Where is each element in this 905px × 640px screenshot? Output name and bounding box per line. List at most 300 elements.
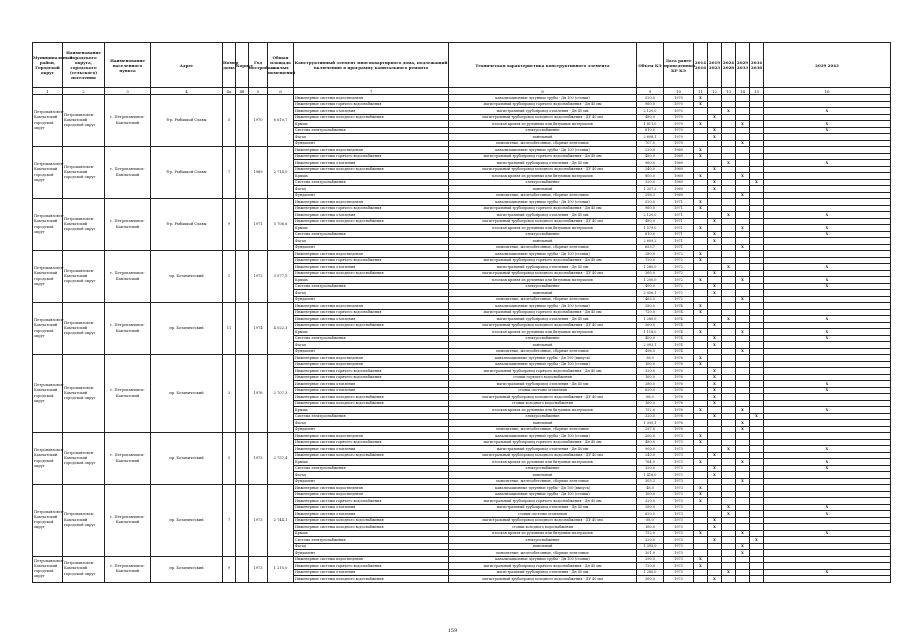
period-mark-cell: X xyxy=(694,277,708,284)
prior-repair-date-cell: 1973 xyxy=(664,459,694,466)
spec-cell: монолитные, железобетонные, сборные ленточные xyxy=(449,478,637,485)
element-cell: Инженерные системы горячего водоснабжения xyxy=(294,257,449,264)
period-mark-cell: X xyxy=(764,121,891,128)
prior-repair-date-cell: 1973 xyxy=(664,550,694,557)
element-cell: Инженерные системы водоотведения xyxy=(294,556,449,563)
volume-cell: 720,0 xyxy=(637,563,664,570)
volume-cell: 1 200,0 xyxy=(637,277,664,284)
element-cell: Инженерные системы холодного водоснабжения xyxy=(294,452,449,459)
spec-cell: магистральный трубопровод горячего водоснабжения - Дн 40 мм xyxy=(449,563,637,570)
element-cell: Инженерные системы холодного водоснабжения xyxy=(294,166,449,173)
period-mark-cell: X xyxy=(708,114,722,121)
volume-cell: 280,0 xyxy=(637,303,664,310)
element-cell: Крыша xyxy=(294,329,449,336)
column-header: Корпус xyxy=(236,43,249,88)
period-mark-cell: X xyxy=(736,550,750,557)
element-cell: Инженерные системы водоотведения xyxy=(294,251,449,258)
volume-cell: 800,0 xyxy=(637,173,664,180)
element-cell: Фасад xyxy=(294,290,449,297)
column-number: 7 xyxy=(294,88,449,95)
element-cell: Крыша xyxy=(294,407,449,414)
volume-cell: 1 280,0 xyxy=(637,264,664,271)
page-number: 159 xyxy=(447,628,458,634)
period-mark-cell: X xyxy=(722,108,736,115)
period-mark-cell: X xyxy=(736,296,750,303)
period-mark-cell: X xyxy=(694,95,708,102)
column-header: Муниципальный район, Городской округ xyxy=(33,43,63,88)
prior-repair-date-cell: 1973 xyxy=(664,478,694,485)
prior-repair-date-cell: 1976 xyxy=(664,387,694,394)
prior-repair-date-cell: 1973 xyxy=(664,524,694,531)
prior-repair-date-cell: 1970 xyxy=(664,121,694,128)
element-cell: Фасад xyxy=(294,342,449,349)
table-body xyxy=(33,95,891,583)
corpus-cell xyxy=(236,199,249,251)
spec-cell: канализационные чугунные трубы - Дн 100 (стояки) xyxy=(449,433,637,440)
period-mark-cell: X xyxy=(736,478,750,485)
address-cell: пр. Ботанический xyxy=(151,251,223,303)
period-mark-cell: X xyxy=(736,348,750,355)
spec-cell: плоская кровля из рулонных или битумных материалов xyxy=(449,459,637,466)
build-year-cell: 1973 xyxy=(249,433,268,485)
living-area-cell: 4 022,3 xyxy=(268,303,294,355)
district-cell: Петропавловск-Камчатский городской округ xyxy=(33,556,63,582)
period-mark-cell: X xyxy=(694,433,708,440)
volume-cell: 160,0 xyxy=(637,524,664,531)
build-year-cell: 1972 xyxy=(249,251,268,303)
volume-cell: 320,0 xyxy=(637,413,664,420)
prior-repair-date-cell: 1974 xyxy=(664,348,694,355)
prior-repair-date-cell: 1974 xyxy=(664,322,694,329)
spec-cell: магистральный трубопровод отопления - Дн 40 мм xyxy=(449,212,637,219)
period-mark-cell: X xyxy=(708,394,722,401)
prior-repair-date-cell: 1970 xyxy=(664,140,694,147)
volume-cell: 220,0 xyxy=(637,147,664,154)
volume-cell: 280,0 xyxy=(637,251,664,258)
prior-repair-date-cell: 1976 xyxy=(664,361,694,368)
column-number: 1 xyxy=(33,88,63,95)
prior-repair-date-cell: 1976 xyxy=(664,394,694,401)
prior-repair-date-cell: 1973 xyxy=(664,485,694,492)
prior-repair-date-cell: 1969 xyxy=(664,179,694,186)
element-cell: Инженерные системы отопления xyxy=(294,511,449,518)
volume-cell: 290,0 xyxy=(637,556,664,563)
spec-cell: плоская кровля из рулонных или битумных материалов xyxy=(449,407,637,414)
prior-repair-date-cell: 1973 xyxy=(664,433,694,440)
period-mark-cell: X xyxy=(764,387,891,394)
period-mark-cell: X xyxy=(736,173,750,180)
element-cell: Фасад xyxy=(294,134,449,141)
period-mark-cell: X xyxy=(764,504,891,511)
period-mark-cell: X xyxy=(736,121,750,128)
period-mark-cell xyxy=(722,576,736,583)
period-mark-cell: X xyxy=(764,335,891,342)
spec-cell: магистральный трубопровод отопления - Дн 40 мм xyxy=(449,316,637,323)
period-mark-cell: X xyxy=(708,231,722,238)
volume-cell: 320,0 xyxy=(637,537,664,544)
prior-repair-date-cell: 1971 xyxy=(664,212,694,219)
prior-repair-date-cell: 1972 xyxy=(664,251,694,258)
element-cell: Крыша xyxy=(294,173,449,180)
element-cell: Фасад xyxy=(294,238,449,245)
spec-cell: стояки системы отопления xyxy=(449,511,637,518)
column-header: Номер дома xyxy=(223,43,236,88)
element-cell: Инженерные системы горячего водоснабжения xyxy=(294,309,449,316)
prior-repair-date-cell: 1976 xyxy=(664,374,694,381)
spec-cell: монолитные, железобетонные, сборные ленточные xyxy=(449,348,637,355)
period-mark-cell: X xyxy=(708,517,722,524)
period-mark-cell: X xyxy=(736,244,750,251)
element-cell: Инженерные системы отопления xyxy=(294,108,449,115)
corpus-cell xyxy=(236,95,249,147)
address-cell: б-р. Рыбацкой Славы xyxy=(151,95,223,147)
element-cell: Фундамент xyxy=(294,140,449,147)
locality-cell: г. Петропавловск-Камчатский xyxy=(105,355,151,433)
column-number: 12 xyxy=(708,88,722,95)
element-cell: Инженерные системы отопления xyxy=(294,446,449,453)
element-cell: Система электроснабжения xyxy=(294,537,449,544)
locality-cell: г. Петропавловск-Камчатский xyxy=(105,556,151,582)
element-cell: Крыша xyxy=(294,277,449,284)
spec-cell: канализационные чугунные трубы - Дн 100 (стояки) xyxy=(449,491,637,498)
prior-repair-date-cell: 1972 xyxy=(664,257,694,264)
locality-cell: г. Петропавловск-Камчатский xyxy=(105,303,151,355)
house-number-cell: 1 xyxy=(223,251,236,303)
district-cell: Петропавловск-Камчатский городской округ xyxy=(33,199,63,251)
period-mark-cell: X xyxy=(708,290,722,297)
prior-repair-date-cell: 1971 xyxy=(664,205,694,212)
period-mark-cell: X xyxy=(750,413,764,420)
district-cell: Петропавловск-Камчатский городской округ xyxy=(33,95,63,147)
settlement-cell: Петропавловск-Камчатский городской округ xyxy=(63,433,105,485)
spec-cell: канализационные чугунные трубы - Дн 100 (стояки) xyxy=(449,95,637,102)
prior-repair-date-cell: 1973 xyxy=(664,556,694,563)
period-mark-cell: X xyxy=(736,329,750,336)
period-mark-cell: X xyxy=(694,459,708,466)
build-year-cell: 1973 xyxy=(249,556,268,582)
spec-cell: электроснабжение xyxy=(449,179,637,186)
period-mark-cell: X xyxy=(764,127,891,134)
address-cell: пр. Ботанический xyxy=(151,303,223,355)
settlement-cell: Петропавловск-Камчатский городской округ xyxy=(63,485,105,557)
volume-cell: 707,0 xyxy=(637,140,664,147)
spec-cell: магистральный трубопровод горячего водоснабжения - Дн 40 мм xyxy=(449,498,637,505)
prior-repair-date-cell: 1973 xyxy=(664,563,694,570)
volume-cell: 1 357,2 xyxy=(637,186,664,193)
period-mark-cell: X xyxy=(764,329,891,336)
volume-cell: 1 118,0 xyxy=(637,329,664,336)
volume-cell: 480,0 xyxy=(637,153,664,160)
volume-cell: 160,0 xyxy=(637,361,664,368)
prior-repair-date-cell: 1973 xyxy=(664,439,694,446)
settlement-cell: Петропавловск-Камчатский городской округ xyxy=(63,355,105,433)
spec-cell: электроснабжение xyxy=(449,413,637,420)
period-mark-cell: X xyxy=(694,407,708,414)
column-number: 11 xyxy=(694,88,708,95)
period-mark-cell: X xyxy=(708,342,722,349)
prior-repair-date-cell: 1972 xyxy=(664,277,694,284)
period-mark-cell: X xyxy=(694,303,708,310)
period-mark-cell: X xyxy=(694,485,708,492)
spec-cell: магистральный трубопровод горячего водоснабжения - Дн 40 мм xyxy=(449,257,637,264)
period-mark-cell: X xyxy=(764,225,891,232)
document-sheet xyxy=(32,42,890,583)
prior-repair-date-cell: 1969 xyxy=(664,166,694,173)
build-year-cell: 1976 xyxy=(249,355,268,433)
spec-cell: магистральный трубопровод отопления - Дн 40 мм xyxy=(449,108,637,115)
volume-cell: 280,0 xyxy=(637,504,664,511)
spec-cell: магистральный трубопровод холодного водоснабжения - ДУ 40 мм xyxy=(449,452,637,459)
spec-cell: магистральный трубопровод холодного водоснабжения - ДУ 40 мм xyxy=(449,322,637,329)
volume-cell: 2 056,1 xyxy=(637,290,664,297)
settlement-cell: Петропавловск-Камчатский городской округ xyxy=(63,556,105,582)
volume-cell: 1 416,0 xyxy=(637,472,664,479)
period-mark-cell: X xyxy=(708,368,722,375)
period-mark-cell: X xyxy=(694,498,708,505)
spec-cell: магистральный трубопровод холодного водоснабжения - ДУ 40 мм xyxy=(449,576,637,583)
volume-cell: 2 120,0 xyxy=(637,212,664,219)
prior-repair-date-cell: 1974 xyxy=(664,309,694,316)
prior-repair-date-cell: 1971 xyxy=(664,225,694,232)
volume-cell: 720,0 xyxy=(637,257,664,264)
volume-cell: 960,0 xyxy=(637,205,664,212)
spec-cell: магистральный трубопровод холодного водоснабжения - ДУ 40 мм xyxy=(449,270,637,277)
column-number: 10 xyxy=(664,88,694,95)
prior-repair-date-cell: 1973 xyxy=(664,511,694,518)
spec-cell: магистральный трубопровод горячего водоснабжения - Дн 40 мм xyxy=(449,101,637,108)
volume-cell: 297,8 xyxy=(637,426,664,433)
spec-cell: панельный xyxy=(449,420,637,427)
element-cell: Крыша xyxy=(294,459,449,466)
spec-cell: монолитные, железобетонные, сборные ленточные xyxy=(449,426,637,433)
prior-repair-date-cell: 1974 xyxy=(664,329,694,336)
column-number: 5 xyxy=(249,88,268,95)
period-mark-cell: X xyxy=(764,160,891,167)
prior-repair-date-cell: 1969 xyxy=(664,192,694,199)
period-mark-cell: X xyxy=(708,134,722,141)
volume-cell: 520,0 xyxy=(637,199,664,206)
prior-repair-date-cell: 1974 xyxy=(664,342,694,349)
header-row xyxy=(33,43,891,88)
element-cell: Фасад xyxy=(294,472,449,479)
volume-cell: 240,0 xyxy=(637,452,664,459)
house-number-cell: 3 xyxy=(223,355,236,433)
period-mark-cell xyxy=(736,576,750,583)
period-mark-cell: X xyxy=(694,530,708,537)
period-mark-cell: X xyxy=(694,439,708,446)
period-mark-cell: X xyxy=(764,381,891,388)
period-mark-cell: X xyxy=(708,537,722,544)
volume-cell: 610,0 xyxy=(637,127,664,134)
prior-repair-date-cell: 1969 xyxy=(664,153,694,160)
volume-cell: 620,0 xyxy=(637,511,664,518)
prior-repair-date-cell: 1969 xyxy=(664,147,694,154)
period-mark-cell: X xyxy=(722,569,736,576)
prior-repair-date-cell: 1973 xyxy=(664,472,694,479)
spec-cell: магистральный трубопровод горячего водоснабжения - Дн 40 мм xyxy=(449,309,637,316)
element-cell: Система электроснабжения xyxy=(294,231,449,238)
column-header: Наименование городского округа, городского (сельского) поселения xyxy=(63,43,105,88)
volume-cell: 1 280,0 xyxy=(637,569,664,576)
period-mark-cell: X xyxy=(708,387,722,394)
spec-cell: канализационные чугунные трубы - Дн 100 (стояки) xyxy=(449,361,637,368)
spec-cell: магистральный трубопровод отопления - Дн 40 мм xyxy=(449,381,637,388)
address-cell: пр. Ботанический xyxy=(151,556,223,582)
district-cell: Петропавловск-Камчатский городской округ xyxy=(33,433,63,485)
element-cell: Инженерные системы водоотведения xyxy=(294,199,449,206)
address-cell: б-р. Рыбацкой Славы xyxy=(151,199,223,251)
prior-repair-date-cell: 1976 xyxy=(664,381,694,388)
period-mark-cell: X xyxy=(722,504,736,511)
spec-cell: канализационные чугунные трубы - Дн 100 (стояки) xyxy=(449,303,637,310)
prior-repair-date-cell: 1974 xyxy=(664,335,694,342)
period-mark-cell: X xyxy=(736,543,750,550)
period-mark-cell: X xyxy=(694,173,708,180)
period-mark-cell: X xyxy=(694,491,708,498)
column-header: Техническая характеристика конструктивного элемента xyxy=(449,43,637,88)
build-year-cell: 1974 xyxy=(249,303,268,355)
period-mark-cell: X xyxy=(694,199,708,206)
element-cell: Инженерные системы водоотведения xyxy=(294,433,449,440)
period-mark-cell: X xyxy=(708,576,722,583)
volume-cell: 752,0 xyxy=(637,407,664,414)
address-cell: пр. Ботанический xyxy=(151,485,223,557)
spec-cell: стояки холодного водоснабжения xyxy=(449,400,637,407)
living-area-cell: 5 706,6 xyxy=(268,199,294,251)
period-mark-cell: X xyxy=(764,277,891,284)
spec-cell: магистральный трубопровод отопления - Дн 40 мм xyxy=(449,446,637,453)
prior-repair-date-cell: 1971 xyxy=(664,244,694,251)
spec-cell: магистральный трубопровод холодного водоснабжения - ДУ 40 мм xyxy=(449,517,637,524)
prior-repair-date-cell: 1970 xyxy=(664,108,694,115)
prior-repair-date-cell: 1972 xyxy=(664,283,694,290)
volume-cell: 610,0 xyxy=(637,231,664,238)
column-number: 4 xyxy=(151,88,223,95)
volume-cell: 320,0 xyxy=(637,179,664,186)
volume-cell: 360,0 xyxy=(637,576,664,583)
element-cell: Инженерные системы отопления xyxy=(294,569,449,576)
period-mark-cell: X xyxy=(764,569,891,576)
element-cell: Система электроснабжения xyxy=(294,335,449,342)
period-mark-cell: X xyxy=(694,556,708,563)
volume-cell: 320,0 xyxy=(637,368,664,375)
prior-repair-date-cell: 1971 xyxy=(664,238,694,245)
locality-cell: г. Петропавловск-Камчатский xyxy=(105,485,151,557)
period-mark-cell: X xyxy=(708,179,722,186)
period-mark-cell: X xyxy=(708,322,722,329)
column-number: 15 xyxy=(750,88,764,95)
prior-repair-date-cell: 1973 xyxy=(664,543,694,550)
volume-cell: 1 811,0 xyxy=(637,121,664,128)
volume-cell: 360,0 xyxy=(637,322,664,329)
spec-cell: плоская кровля из рулонных или битумных материалов xyxy=(449,173,637,180)
column-header: Объем КЭ xyxy=(637,43,664,88)
spec-cell: электроснабжение xyxy=(449,283,637,290)
column-number: 14 xyxy=(736,88,750,95)
period-mark-cell: X xyxy=(694,355,708,362)
element-cell: Фасад xyxy=(294,543,449,550)
element-cell: Система электроснабжения xyxy=(294,179,449,186)
spec-cell: электроснабжение xyxy=(449,127,637,134)
period-mark-cell: X xyxy=(764,316,891,323)
period-mark-cell: X xyxy=(764,511,891,518)
period-mark-cell: X xyxy=(722,160,736,167)
corpus-cell xyxy=(236,485,249,557)
period-mark-cell: X xyxy=(708,238,722,245)
period-mark-cell: X xyxy=(708,166,722,173)
element-cell: Система электроснабжения xyxy=(294,283,449,290)
element-cell: Инженерные системы холодного водоснабжения xyxy=(294,270,449,277)
element-cell: Инженерные системы горячего водоснабжения xyxy=(294,205,449,212)
volume-cell: 160,0 xyxy=(637,400,664,407)
spec-cell: электроснабжение xyxy=(449,231,637,238)
address-cell: б-р. Рыбацкой Славы xyxy=(151,147,223,199)
period-mark-cell: X xyxy=(708,524,722,531)
prior-repair-date-cell: 1971 xyxy=(664,231,694,238)
volume-cell: 620,0 xyxy=(637,387,664,394)
district-cell: Петропавловск-Камчатский городской округ xyxy=(33,485,63,557)
column-header: Адрес xyxy=(151,43,223,88)
prior-repair-date-cell: 1976 xyxy=(664,420,694,427)
element-cell: Крыша xyxy=(294,121,449,128)
corpus-cell xyxy=(236,303,249,355)
period-mark-cell: X xyxy=(694,563,708,570)
district-cell: Петропавловск-Камчатский городской округ xyxy=(33,303,63,355)
period-mark-cell xyxy=(750,576,764,583)
period-mark-cell: X xyxy=(736,407,750,414)
element-cell: Крыша xyxy=(294,225,449,232)
locality-cell: г. Петропавловск-Камчатский xyxy=(105,95,151,147)
period-mark-cell: X xyxy=(708,374,722,381)
settlement-cell: Петропавловск-Камчатский городской округ xyxy=(63,251,105,303)
house-number-cell: 5 xyxy=(223,433,236,485)
period-mark-cell: X xyxy=(764,231,891,238)
element-cell: Инженерные системы горячего водоснабжения xyxy=(294,498,449,505)
volume-cell: 1 395,1 xyxy=(637,420,664,427)
element-cell: Инженерные системы холодного водоснабжения xyxy=(294,400,449,407)
period-mark-cell: X xyxy=(722,446,736,453)
column-number: 8 xyxy=(449,88,637,95)
address-cell: пр. Ботанический xyxy=(151,433,223,485)
element-cell: Инженерные системы горячего водоснабжения xyxy=(294,101,449,108)
period-mark-cell: X xyxy=(764,446,891,453)
element-cell: Система электроснабжения xyxy=(294,465,449,472)
spec-cell: плоская кровля из рулонных или битумных материалов xyxy=(449,225,637,232)
prior-repair-date-cell: 1973 xyxy=(664,498,694,505)
spec-cell: плоская кровля из рулонных или битумных материалов xyxy=(449,277,637,284)
volume-cell: 68,0 xyxy=(637,394,664,401)
living-area-cell: 2 707,3 xyxy=(268,355,294,433)
element-cell: Инженерные системы горячего водоснабжения xyxy=(294,153,449,160)
settlement-cell: Петропавловск-Камчатский городской округ xyxy=(63,95,105,147)
period-mark-cell: X xyxy=(708,127,722,134)
build-year-cell: 1969 xyxy=(249,147,268,199)
period-mark-cell: X xyxy=(708,452,722,459)
build-year-cell: 1970 xyxy=(249,95,268,147)
prior-repair-date-cell: 1976 xyxy=(664,426,694,433)
prior-repair-date-cell: 1972 xyxy=(664,296,694,303)
spec-cell: монолитные, железобетонные, сборные ленточные xyxy=(449,192,637,199)
element-cell: Инженерные системы холодного водоснабжения xyxy=(294,114,449,121)
volume-cell: 752,0 xyxy=(637,530,664,537)
column-header: 2019 2023 xyxy=(708,43,722,88)
volume-cell: 720,0 xyxy=(637,309,664,316)
column-number: 13 xyxy=(722,88,736,95)
prior-repair-date-cell: 1971 xyxy=(664,199,694,206)
volume-cell: 160,0 xyxy=(637,491,664,498)
column-header: Год постройки xyxy=(249,43,268,88)
volume-cell: 400,0 xyxy=(637,283,664,290)
